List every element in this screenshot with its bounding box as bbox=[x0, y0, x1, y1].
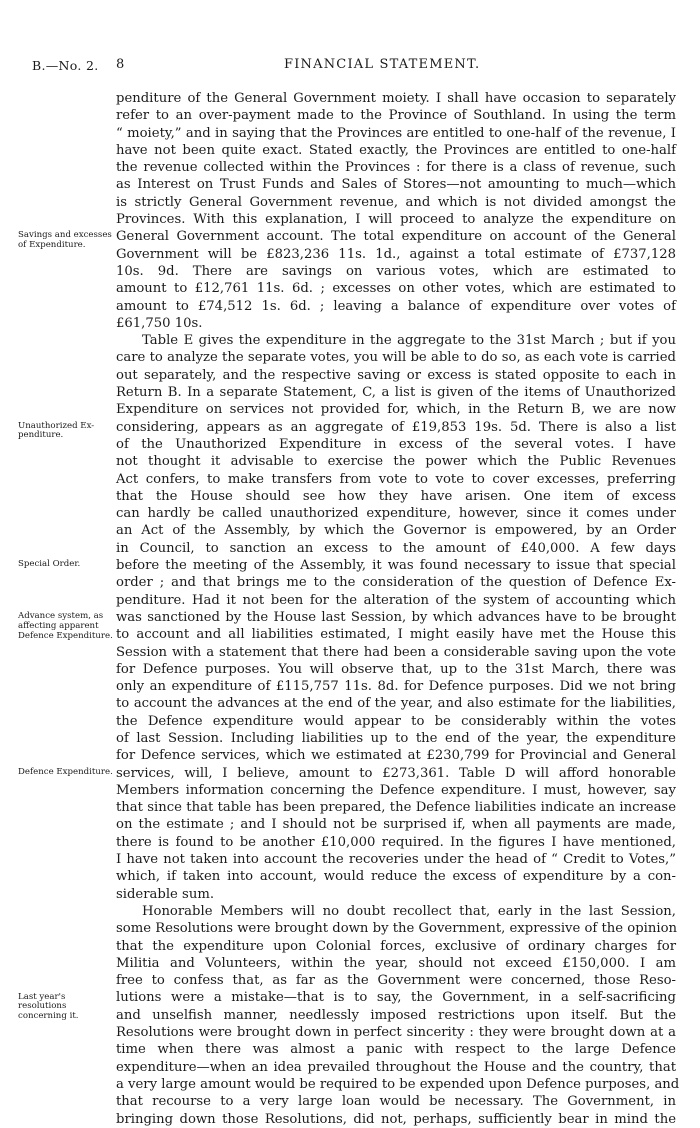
text-line: bringing down those Resolutions, did not, perhaps, sufficiently bear in mind the bbox=[116, 1111, 676, 1127]
text-line: Act confers, to make transfers from vote to vote to cover excesses, preferring bbox=[116, 471, 676, 487]
margin-note-line: penditure. bbox=[18, 430, 64, 441]
text-line: an Act of the Assembly, by which the Governor is empowered, by an Order bbox=[116, 523, 676, 539]
text-line: and unselfish manner, needlessly imposed restrictions upon itself. But the bbox=[116, 1007, 676, 1023]
text-line: amount to £12,761 11s. 6d. ; excesses on other votes, which are estimated to bbox=[116, 281, 676, 297]
text-line: Expenditure on services not provided for, which, in the Return B, we are now bbox=[116, 402, 676, 418]
margin-note-unauthorized bbox=[18, 422, 116, 442]
text-line: out separately, and the respective saving or excess is stated opposite to each in bbox=[116, 367, 676, 383]
text-line: siderable sum. bbox=[116, 886, 215, 902]
text-line: is strictly General Government revenue, and which is not divided amongst the bbox=[116, 194, 676, 210]
text-line: that the House should see how they have arisen. One item of excess bbox=[116, 488, 676, 504]
margin-note-defence bbox=[18, 768, 116, 778]
margin-note-line: concerning it. bbox=[18, 1011, 79, 1022]
text-line: the revenue collected within the Provinces : for there is a class of revenue, such bbox=[116, 160, 676, 176]
text-line: a very large amount would be required to be expended upon Defence purposes, and bbox=[116, 1076, 680, 1092]
text-line: not thought it advisable to exercise the power which the Public Revenues bbox=[116, 454, 676, 470]
text-line: Members information concerning the Defence expenditure. I must, however, say bbox=[116, 782, 676, 798]
text-line: in Council, to sanction an excess to the amount of £40,000. A few days bbox=[116, 540, 676, 556]
text-line: Return B. In a separate Statement, C, a list is given of the items of Unauthorized bbox=[116, 385, 676, 401]
margin-note-savings bbox=[18, 231, 116, 251]
text-line: have not been quite exact. Stated exactly, the Provinces are entitled to one-half bbox=[116, 142, 676, 158]
text-line: can hardly be called unauthorized expenditure, however, since it comes under bbox=[116, 506, 676, 522]
text-line: free to confess that, as far as the Government were concerned, those Reso- bbox=[116, 973, 676, 989]
text-line: that since that table has been prepared, the Defence liabilities indicate an increase bbox=[116, 800, 676, 816]
text-line: to account the advances at the end of the year, and also estimate for the liabilities, bbox=[116, 696, 676, 712]
text-line: for Defence purposes. You will observe that, up to the 31st March, there was bbox=[116, 661, 676, 677]
text-line: amount to £74,512 1s. 6d. ; leaving a balance of expenditure over votes of bbox=[116, 298, 676, 314]
text-line: care to analyze the separate votes, you will be able to do so, as each vote is carried bbox=[116, 350, 676, 366]
text-line: of last Session. Including liabilities up to the end of the year, the expenditure bbox=[116, 730, 676, 746]
text-line: before the meeting of the Assembly, it was found necessary to issue that special bbox=[116, 558, 676, 574]
text-line: Resolutions were brought down in perfect sincerity : they were brought down at a bbox=[116, 1025, 676, 1041]
text-line: was sanctioned by the House last Session, by which advances have to be brought bbox=[116, 609, 676, 625]
text-line: time when there was almost a panic with respect to the large Defence bbox=[116, 1042, 676, 1058]
text-line: services, will, I believe, amount to £273,361. Table D will afford honorable bbox=[116, 765, 676, 781]
margin-note-special bbox=[18, 560, 116, 570]
text-line: lutions were a mistake—that is to say, the Government, in a self-sacrificing bbox=[116, 990, 676, 1006]
text-line: refer to an over-payment made to the Province of Southland. In using the term bbox=[116, 108, 676, 124]
text-line: the Defence expenditure would appear to be considerably within the votes bbox=[116, 713, 676, 729]
margin-note-line: Defence Expenditure. bbox=[18, 766, 113, 777]
text-line: which, if taken into account, would reduce the excess of expenditure by a con- bbox=[116, 869, 676, 885]
text-line: Honorable Members will no doubt recollect that, early in the last Session, bbox=[142, 903, 676, 919]
margin-note-line: affecting apparent bbox=[18, 620, 99, 631]
margin-note-advance bbox=[18, 612, 116, 641]
text-line: Provinces. With this explanation, I will proceed to analyze the expenditure on bbox=[116, 212, 676, 228]
margin-note-lastyear bbox=[18, 993, 116, 1022]
text-line: £61,750 10s. bbox=[116, 315, 203, 331]
paragraph bbox=[116, 332, 676, 903]
text-line: on the estimate ; and I should not be surprised if, when all payments are made, bbox=[116, 817, 676, 833]
page-number: 8 bbox=[116, 57, 125, 72]
paragraph bbox=[116, 903, 680, 1128]
text-line: “ moiety,” and in saying that the Provinces are entitled to one-half of the revenue, I bbox=[116, 125, 676, 141]
document-reference: B.—No. 2. bbox=[32, 58, 99, 73]
text-line: expenditure—when an idea prevailed throughout the House and the country, that bbox=[116, 1059, 676, 1075]
text-line: for Defence services, which we estimated at £230,799 for Provincial and General bbox=[116, 748, 676, 764]
text-line: order ; and that brings me to the consideration of the question of Defence Ex- bbox=[116, 575, 676, 591]
margin-note-line: Defence Expenditure. bbox=[18, 630, 113, 641]
text-line: Table E gives the expenditure in the aggregate to the 31st March ; but if you bbox=[142, 333, 676, 349]
page-title: FINANCIAL STATEMENT. bbox=[284, 57, 481, 72]
text-line: of the Unauthorized Expenditure in excess of the several votes. I have bbox=[116, 436, 676, 452]
text-line: 10s. 9d. There are savings on various votes, which are estimated to bbox=[116, 263, 676, 279]
text-line: to account and all liabilities estimated, I might easily have met the House this bbox=[116, 627, 676, 643]
text-line: only an expenditure of £115,757 11s. 8d. for Defence purposes. Did we not bring bbox=[116, 679, 676, 695]
margin-note-line: Last year's bbox=[18, 991, 66, 1002]
paragraph bbox=[116, 90, 676, 332]
text-line: Militia and Volunteers, within the year, should not exceed £150,000. I am bbox=[116, 955, 676, 971]
margin-note-line: Advance system, as bbox=[18, 611, 104, 621]
text-line: penditure of the General Government moiety. I shall have occasion to separately bbox=[116, 91, 676, 106]
text-line: some Resolutions were brought down by the Government, expressive of the opinion bbox=[116, 921, 678, 937]
margin-note-line: Savings and excesses bbox=[18, 230, 112, 241]
text-line: General Government account. The total expenditure on account of the General bbox=[116, 229, 676, 245]
text-line: that the expenditure upon Colonial forces, exclusive of ordinary charges for bbox=[116, 938, 676, 954]
text-line: there is found to be another £10,000 required. In the figures I have mentioned, bbox=[116, 834, 676, 850]
text-line: Session with a statement that there had been a considerable saving upon the vote bbox=[116, 644, 676, 660]
margin-note-line: Special Order. bbox=[18, 559, 81, 570]
text-line: that recourse to a very large loan would be necessary. The Government, in bbox=[116, 1094, 676, 1110]
text-line: penditure. Had it not been for the alteration of the system of accounting which bbox=[116, 592, 676, 608]
text-line: I have not taken into account the recoveries under the head of “ Credit to Votes,” bbox=[116, 852, 676, 868]
text-line: Government will be £823,236 11s. 1d., against a total estimate of £737,128 bbox=[116, 246, 676, 262]
text-line: as Interest on Trust Funds and Sales of Stores—not amounting to much—which bbox=[116, 177, 676, 193]
body-text bbox=[116, 90, 680, 1128]
text-line: considering, appears as an aggregate of £19,853 19s. 5d. There is also a list bbox=[116, 419, 676, 435]
margin-note-line: of Expenditure. bbox=[18, 240, 86, 251]
running-header bbox=[0, 58, 700, 78]
margin-note-line: Unauthorized Ex- bbox=[18, 420, 95, 431]
margin-note-line: resolutions bbox=[18, 1001, 67, 1012]
